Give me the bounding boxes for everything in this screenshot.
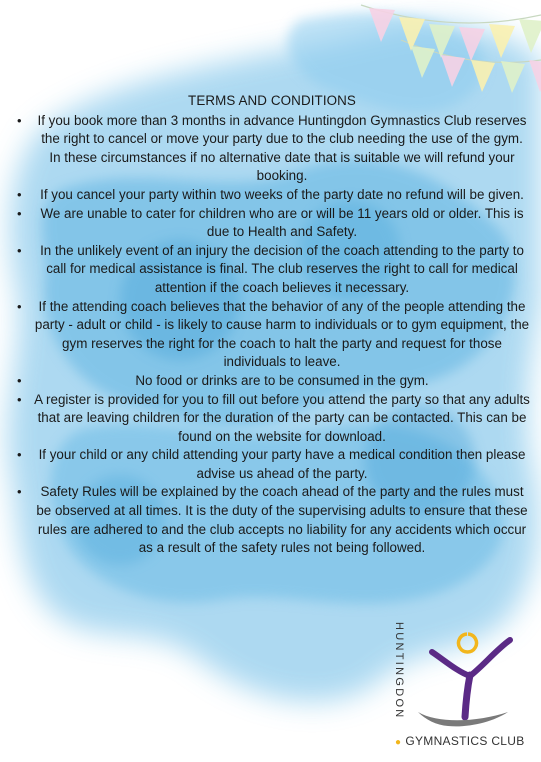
gymnast-arms (432, 640, 510, 676)
terms-item (14, 372, 530, 391)
terms-item-text: No food or drinks are to be consumed in the gym. (135, 372, 429, 388)
bunting-flag (459, 27, 485, 61)
logo-club-text (395, 734, 525, 748)
bunting-flag (411, 46, 435, 78)
terms-item (14, 186, 530, 205)
bullet-icon: • (17, 372, 22, 388)
terms-item-text: In the unlikely event of an injury the decision of the coach attending to the party to call for medical assistance is final. The club reserves the right to call for medical attention if the coach believes it necessary. (40, 242, 524, 295)
bullet-icon: • (17, 298, 22, 314)
logo-vertical-text: HUNTINGDON (393, 622, 405, 720)
terms-item (14, 298, 530, 372)
bunting-flag (501, 61, 525, 93)
bunting-flag (399, 17, 425, 51)
bullet-icon: • (17, 205, 22, 221)
bunting-flag (471, 60, 495, 92)
bunting-flag (441, 55, 465, 87)
bunting-flag (529, 60, 541, 92)
terms-item (14, 242, 530, 298)
terms-item-text: If your child or any child attending your party have a medical condition then please advise us ahead of the party. (38, 447, 526, 481)
terms-item-text: We are unable to cater for children who are or will be 11 years old or older. This is due to Health and Safety. (40, 205, 524, 240)
logo-club-label: GYMNASTICS CLUB (405, 734, 525, 748)
bullet-icon: • (17, 447, 22, 463)
terms-item-text: If you book more than 3 months in advance Huntingdon Gymnastics Club reserves the right to cancel or move your party due to the club needing the use of the gym. In these circumstances if no alternative date that is suitable we will refund your booking. (37, 112, 527, 184)
terms-item-text: If you cancel your party within two weeks of the party date no refund will be given. (40, 186, 524, 202)
bunting-flag (489, 24, 515, 58)
terms-item-text: Safety Rules will be explained by the coach ahead of the party and the rules must be observed at all times. It is the duty of the supervising adults to ensure that these rules are adhered to and the club accepts no liability for any accidents which occur as a result of the safety rules not being followed. (36, 484, 528, 556)
terms-item-text: If the attending coach believes that the behavior of any of the people attending the party - adult or child - is likely to cause harm to individuals or to gym equipment, the gym reserves the right for the coach to halt the party and request for those individuals to leave. (34, 298, 530, 370)
terms-content (14, 92, 530, 558)
terms-item (14, 483, 530, 557)
terms-item (14, 446, 530, 483)
bullet-icon: • (17, 186, 22, 202)
bunting-flag (519, 19, 541, 53)
page-title: TERMS AND CONDITIONS (188, 93, 356, 108)
terms-item (14, 112, 530, 186)
terms-list (14, 112, 530, 558)
bunting-flag (369, 8, 395, 42)
bullet-icon: • (17, 242, 22, 258)
bullet-icon: • (17, 484, 22, 500)
bullet-icon: • (17, 112, 22, 128)
gymnast-body (465, 675, 470, 717)
terms-item-text: A register is provided for you to fill out before you attend the party so that any adults that are leaving children for the duration of the party can be contacted. This can be found on the website for download. (34, 391, 530, 444)
bullet-icon: • (17, 391, 22, 407)
logo-dot: ● (395, 737, 402, 748)
gymnast-head (459, 634, 477, 652)
terms-item (14, 391, 530, 447)
terms-item (14, 205, 530, 242)
